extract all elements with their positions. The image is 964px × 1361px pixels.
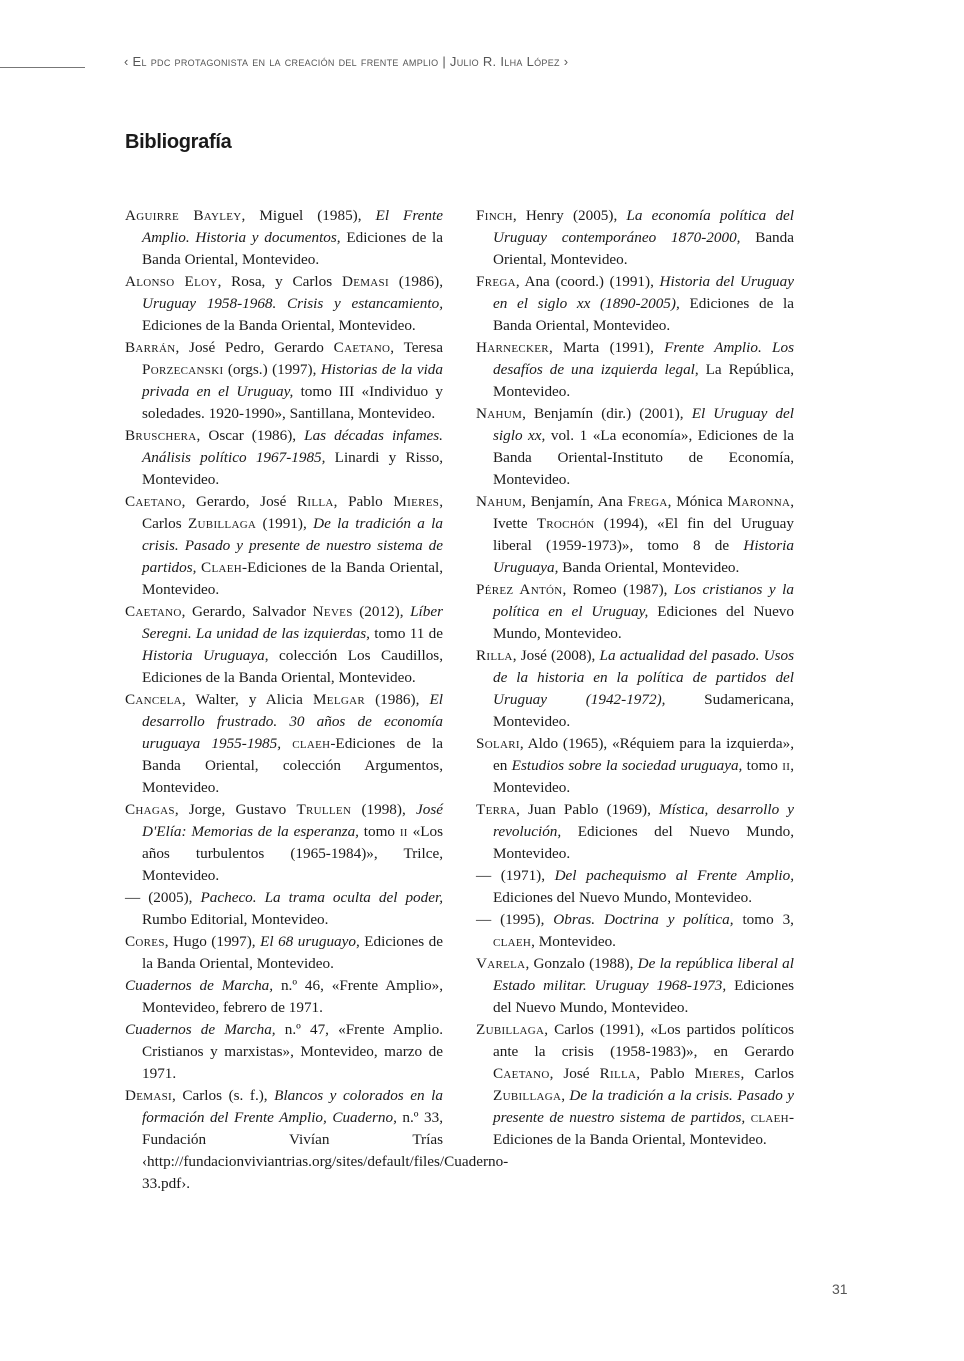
bibliography-entry: — (1971), Del pachequismo al Frente Amplio, Ediciones del Nuevo Mundo, Montevideo. [476,867,794,906]
bibliography-entry: Finch, Henry (2005), La economía política del Uruguay contemporáneo 1870-2000, Banda Oriental, Montevideo. [476,207,794,268]
bibliography-entry: Harnecker, Marta (1991), Frente Amplio. Los desafíos de una izquierda legal, La República, Montevideo. [476,339,795,400]
bibliography-entry: Bruschera, Oscar (1986), Las décadas infames. Análisis político 1967-1985, Linardi y Risso, Montevideo. [125,427,444,488]
header-rule [0,67,85,68]
bibliography-entry: Barrán, José Pedro, Gerardo Caetano, Teresa Porzecanski (orgs.) (1997), Historias de la vida privada en el Uruguay, tomo III «Individuo y soledades. 1920-1990», Santillana, Montevideo. [125,339,444,422]
bibliography-entry: Pérez Antón, Romeo (1987), Los cristianos y la política en el Uruguay, Ediciones del Nuevo Mundo, Montevideo. [476,581,794,642]
bibliography-column-left [125,205,509,1195]
bibliography-entry: — (1995), Obras. Doctrina y política, tomo 3, claeh, Montevideo. [476,911,794,950]
bibliography-entry: Caetano, Gerardo, José Rilla, Pablo Mieres, Carlos Zubillaga (1991), De la tradición a la crisis. Pasado y presente de nuestro sistema de partidos, Claeh-Ediciones de la Banda Oriental, Montevideo. [125,493,444,598]
bibliography-entry: Nahum, Benjamín, Ana Frega, Mónica Maronna, Ivette Trochón (1994), «El fin del Uruguay liberal (1959-1973)», tomo 8 de Historia Uruguaya, Banda Oriental, Montevideo. [476,493,794,576]
bibliography-entry: Varela, Gonzalo (1988), De la república liberal al Estado militar. Uruguay 1968-1973, Ediciones del Nuevo Mundo, Montevideo. [476,955,795,1016]
bibliography-entry: Alonso Eloy, Rosa, y Carlos Demasi (1986), Uruguay 1958-1968. Crisis y estancamiento, Ediciones de la Banda Oriental, Montevideo. [125,273,444,334]
running-head: ‹ El pdc protagonista en la creación del frente amplio | Julio R. Ilha López › [124,54,569,69]
section-title: Bibliografía [125,131,232,153]
bibliography-entry: Cancela, Walter, y Alicia Melgar (1986), El desarrollo frustrado. 30 años de economía uruguaya 1955-1985, claeh-Ediciones de la Banda Oriental, colección Argumentos, Montevideo. [125,691,443,796]
bibliography-entry: Chagas, Jorge, Gustavo Trullen (1998), José D'Elía: Memorias de la esperanza, tomo ii «Los años turbulentos (1965-1984)», Trilce, Montevideo. [125,801,443,884]
bibliography-entry: Aguirre Bayley, Miguel (1985), El Frente Amplio. Historia y documentos, Ediciones de la Banda Oriental, Montevideo. [125,207,444,268]
bibliography-entry: Cuadernos de Marcha, n.º 47, «Frente Amplio. Cristianos y marxistas», Montevideo, marzo de 1971. [125,1021,443,1082]
bibliography-entry: Demasi, Carlos (s. f.), Blancos y colorados en la formación del Frente Amplio, Cuaderno, n.º 33, Fundación Vivían Trías ‹http://fundacionviviantrias.org/sites/default/files/Cuaderno-33.pdf›. [125,1087,509,1192]
bibliography-column-right [476,205,794,1151]
bibliography-entry: Terra, Juan Pablo (1969), Mística, desarrollo y revolución, Ediciones del Nuevo Mundo, Montevideo. [476,801,794,862]
bibliography-entry: Nahum, Benjamín (dir.) (2001), El Uruguay del siglo xx, vol. 1 «La economía», Ediciones de la Banda Oriental-Instituto de Economía, Montevideo. [476,405,794,488]
bibliography-entry: Caetano, Gerardo, Salvador Neves (2012), Líber Seregni. La unidad de las izquierdas, tomo 11 de Historia Uruguaya, colección Los Caudillos, Ediciones de la Banda Oriental, Montevideo. [125,603,444,686]
bibliography-entry: Frega, Ana (coord.) (1991), Historia del Uruguay en el siglo xx (1890-2005), Ediciones de la Banda Oriental, Montevideo. [476,273,794,334]
bibliography-entry: Cores, Hugo (1997), El 68 uruguayo, Ediciones de la Banda Oriental, Montevideo. [125,933,443,972]
bibliography-entry: Cuadernos de Marcha, n.º 46, «Frente Amplio», Montevideo, febrero de 1971. [125,977,443,1016]
page-number: 31 [832,1281,848,1297]
bibliography-entry: — (2005), Pacheco. La trama oculta del poder, Rumbo Editorial, Montevideo. [125,889,443,928]
bibliography-entry: Rilla, José (2008), La actualidad del pasado. Usos de la historia en la política de partidos del Uruguay (1942-1972), Sudamericana, Montevideo. [476,647,794,730]
bibliography-entry: Zubillaga, Carlos (1991), «Los partidos políticos ante la crisis (1958-1983)», en Gerardo Caetano, José Rilla, Pablo Mieres, Carlos Zubillaga, De la tradición a la crisis. Pasado y presente de nuestro sistema de partidos, claeh-Ediciones de la Banda Oriental, Montevideo. [476,1021,795,1148]
bibliography-entry: Solari, Aldo (1965), «Réquiem para la izquierda», en Estudios sobre la sociedad uruguaya, tomo ii, Montevideo. [476,735,794,796]
